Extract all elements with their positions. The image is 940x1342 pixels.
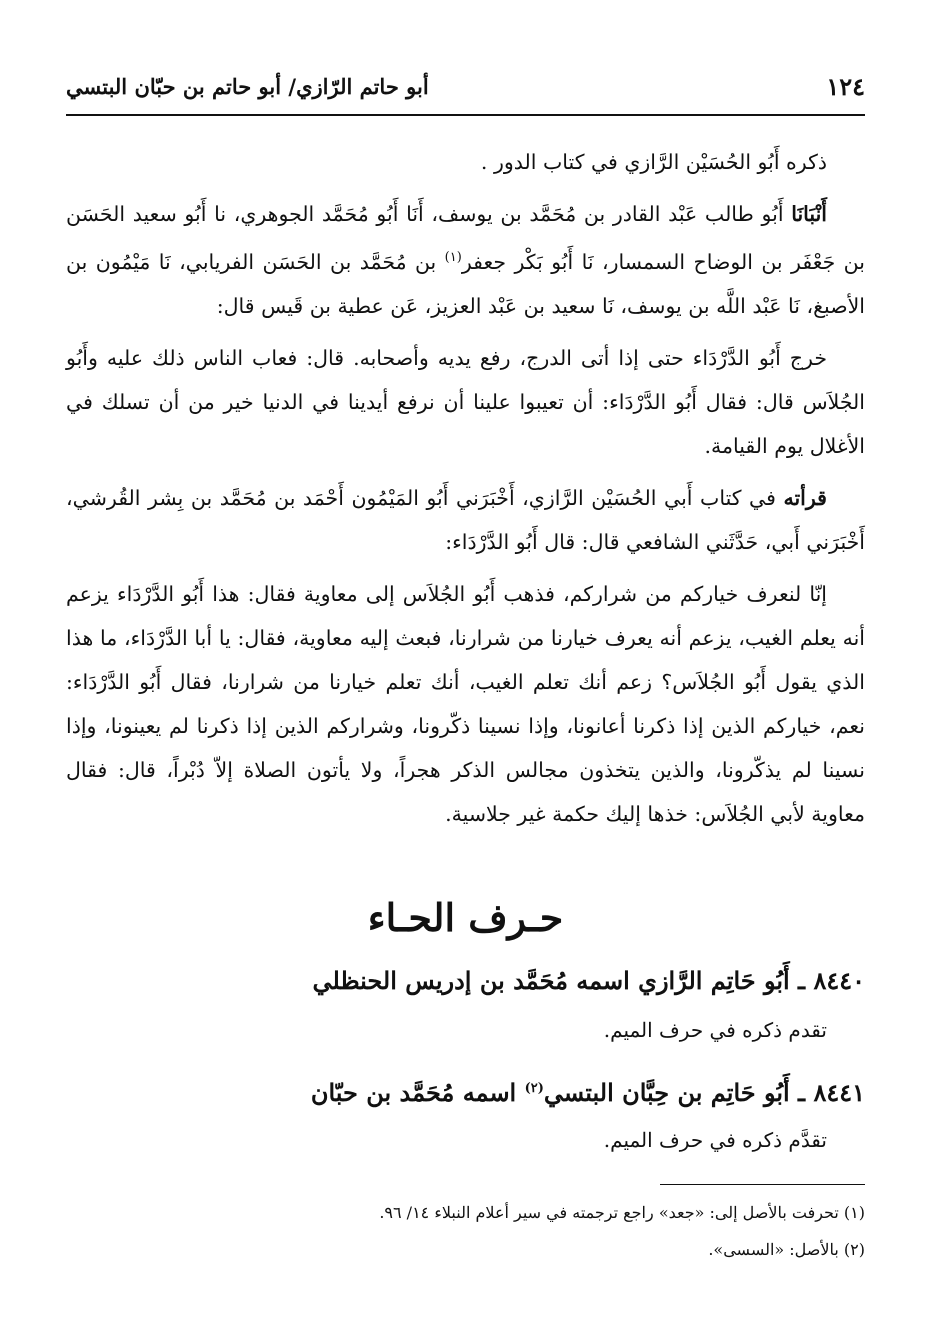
running-head: أبو حاتم الرّازي/ أبو حاتم بن حبّان البتسي (66, 74, 429, 99)
paragraph-4 (66, 476, 865, 564)
entry-heading-8440: ٨٤٤٠ ـ أَبُو حَاتِم الرَّازي اسمه مُحَمَّد بن إدريس الحنظلي (312, 966, 865, 995)
footnote-2: (٢) بالأصل: «السسى». (708, 1240, 865, 1259)
page-header (66, 70, 865, 116)
entry-heading-8441-b: اسمه مُحَمَّد بن حبّان (310, 1078, 525, 1107)
entry-heading-8441-a: ٨٤٤١ ـ أَبُو حَاتِم بن حِبَّان البتسي (543, 1078, 865, 1107)
entry-heading-8441 (66, 1078, 865, 1107)
footnote-1: (١) تحرفت بالأصل إلى: «جعد» راجع ترجمته في سير أعلام النبلاء ١٤/ ٩٦. (379, 1203, 865, 1222)
page-number: ١٢٤ (826, 72, 865, 101)
footnote-rule (660, 1184, 865, 1185)
body-text (66, 140, 865, 844)
paragraph-2-text-b: بن مُحَمَّد بن الحَسَن الفريابي، نَا مَيْمُون بن الأصبغ، نَا عَبْد اللَّه بن يوسف، نَا سعيد بن عَبْد العزيز، عَن عطية بن قَيس قال: (66, 249, 865, 318)
paragraph-2 (66, 192, 865, 328)
paragraph-5: إنّا لنعرف خياركم من شراركم، فذهب أَبُو الجُلاَس إلى معاوية فقال: هذا أَبُو الدَّرْدَاء يزعم أنه يعلم الغيب، يزعم أنه يعرف خيارنا من شرارنا، فبعث إليه معاوية، فقال: يا أبا الدَّرْدَاء، ما هذا الذي يقول أَبُو الجُلاَس؟ زعم أنك تعلم الغيب، أنك تعلم خيارنا من شرارنا، فقال أَبُو الدَّرْدَاء: نعم، خياركم الذين إذا ذكرنا أعانونا، وإذا نسينا ذكّرونا، وشراركم الذين إذا ذكرنا لم يعينونا، وإذا نسينا لم يذكّرونا، والذين يتخذون مجالس الذكر هجراً، ولا يأتون الصلاة إلاّ دُبْراً، قال: فقال معاوية لأبي الجُلاَس: خذها إليك حكمة غير جلاسية. (66, 581, 865, 826)
paragraph-4-lead: قرأته (783, 485, 827, 510)
page (66, 0, 865, 1342)
paragraph-2-lead: أَنْبَانَا (791, 202, 827, 226)
paragraph-3: خرج أَبُو الدَّرْدَاء حتى إذا أتى الدرج، رفع يديه وأصحابه. قال: فعاب الناس ذلك عليه وأَبُو الجُلاَس قال: فقال أَبُو الدَّرْدَاء: أن تعيبوا علينا أن نرفع أيدينا في الدنيا خير من أن تسلك في الأغلال يوم القيامة. (66, 345, 865, 458)
footnote-ref-1: (١) (444, 250, 462, 265)
footnote-ref-2: (٢) (524, 1081, 544, 1096)
paragraph-1: ذكره أَبُو الحُسَيْن الرَّازي في كتاب الدور . (480, 150, 827, 174)
entry-note-8440: تقدم ذكره في حرف الميم. (603, 1018, 827, 1042)
entry-note-8441: تقدَّم ذكره في حرف الميم. (603, 1128, 827, 1152)
paragraph-2-text-a: أَبُو طالب عَبْد القادر بن مُحَمَّد بن يوسف، أَنَا أَبُو مُحَمَّد الجوهري، نا أَبُو سعيد الحَسَن بن جَعْفَر بن الوضاح السمسار، نَا أَبُو بَكْر جعفر (66, 202, 865, 274)
paragraph-4-text: في كتاب أَبي الحُسَيْن الرَّازي، أَخْبَرَني أَبُو المَيْمُون أَحْمَد بن مُحَمَّد بن بِشر القُرشي، أَخْبَرَني أَبي، حَدَّثَني الشافعي قال: قال أَبُو الدَّرْدَاء: (66, 485, 865, 554)
section-title: حـرف الحـاء (367, 895, 564, 940)
